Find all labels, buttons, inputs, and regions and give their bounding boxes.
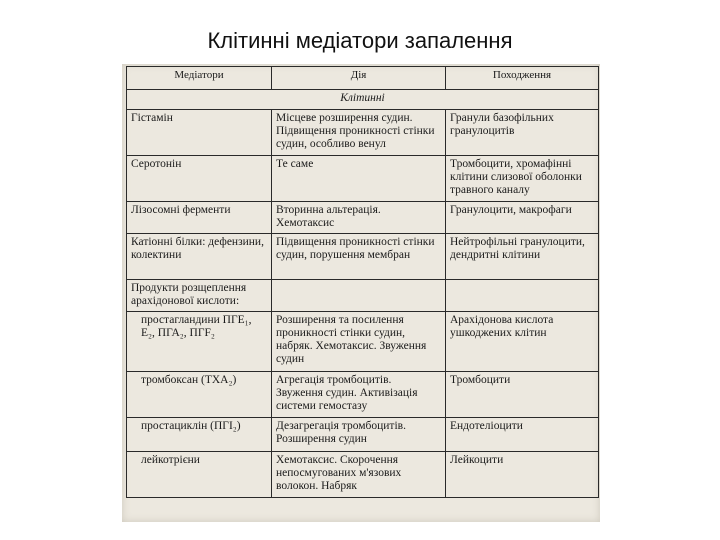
table-header-row (127, 67, 599, 90)
section-label: Клітинні (127, 90, 599, 110)
cell-origin: Ендотеліоцити (446, 418, 599, 452)
cell-origin: Гранули базофільних гранулоцитів (446, 110, 599, 156)
cell-action: Підвищення проникності стінки судин, порушення мембран (272, 234, 446, 280)
cell-origin (446, 280, 599, 312)
cell-action (272, 280, 446, 312)
cell-mediator: простагландини ПГЕ₁, Е₂, ПГА₂, ПГF₂ (127, 312, 272, 372)
cell-origin: Тромбоцити, хромафінні клітини слизової оболонки травного каналу (446, 156, 599, 202)
page-title: Клітинні медіатори запалення (207, 28, 513, 53)
table-row (127, 372, 599, 418)
cell-action: Хемотаксис. Скорочення непосмугованих м'язових волокон. Набряк (272, 452, 446, 498)
cell-mediator: Серотонін (127, 156, 272, 202)
header-mediators: Медіатори (127, 67, 272, 90)
section-row (127, 90, 599, 110)
mediators-table (126, 66, 599, 498)
cell-mediator: Гістамін (127, 110, 272, 156)
cell-origin: Арахідонова кислота ушкоджених клітин (446, 312, 599, 372)
table-row (127, 202, 599, 234)
cell-action: Дезагрегація тромбоцитів. Розширення судин (272, 418, 446, 452)
cell-origin: Тромбоцити (446, 372, 599, 418)
cell-mediator: Лізосомні ферменти (127, 202, 272, 234)
cell-mediator: Катіонні білки: дефензини, колектини (127, 234, 272, 280)
table-row (127, 234, 599, 280)
table-row (127, 452, 599, 498)
table-row (127, 280, 599, 312)
cell-origin: Нейтрофільні гранулоцити, дендритні клітини (446, 234, 599, 280)
header-origin: Походження (446, 67, 599, 90)
cell-origin: Гранулоцити, макрофаги (446, 202, 599, 234)
cell-mediator: простациклін (ПГІ₂) (127, 418, 272, 452)
table-row (127, 312, 599, 372)
cell-action: Вторинна альтерація. Хемотаксис (272, 202, 446, 234)
cell-mediator: лейкотрієни (127, 452, 272, 498)
cell-origin: Лейкоцити (446, 452, 599, 498)
table-row (127, 156, 599, 202)
cell-action: Агрегація тромбоцитів. Звуження судин. Активізація системи гемостазу (272, 372, 446, 418)
cell-mediator: Продукти розщеплення арахідонової кислоти: (127, 280, 272, 312)
cell-action: Місцеве розширення судин. Підвищення проникності стінки судин, особливо венул (272, 110, 446, 156)
table-row (127, 110, 599, 156)
cell-action: Розширення та посилення проникності стінки судин, набряк. Хемотаксис. Звуження судин (272, 312, 446, 372)
cell-action: Те саме (272, 156, 446, 202)
header-action: Дія (272, 67, 446, 90)
cell-mediator: тромбоксан (ТХА₂) (127, 372, 272, 418)
table-row (127, 418, 599, 452)
